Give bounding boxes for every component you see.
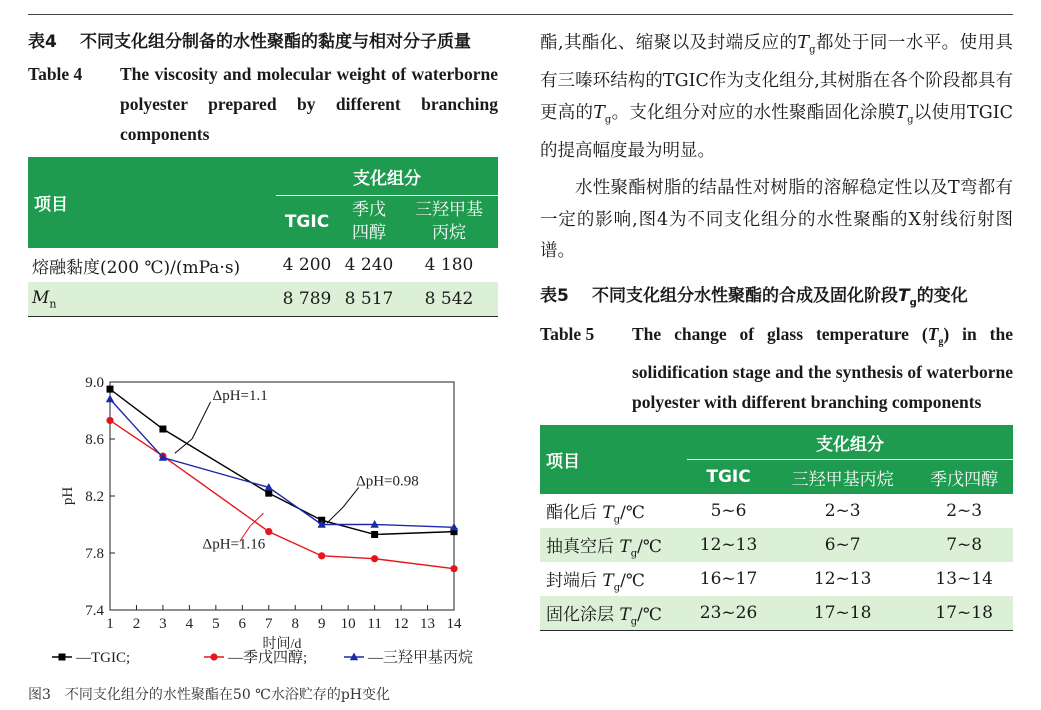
table4-row1-label: 熔融黏度(200 ℃)/(mPa·s) [32,257,241,278]
table5-caption-en [540,319,1013,418]
data-point [107,386,114,393]
y-axis-label: pH [60,486,76,506]
table5-cell: 23~26 [687,596,770,631]
x-tick-label: 14 [446,616,462,632]
x-tick-label: 13 [420,616,436,632]
series-2 [106,417,457,572]
series-line [110,420,454,568]
table5-cell: 17~18 [770,596,915,631]
row-label-text: 抽真空后 [546,536,614,557]
table5-row-label: 固化涂层 $T_g/℃$ [540,596,687,631]
legend-label: —TGIC; [76,650,131,666]
data-point [371,555,378,562]
table-row [540,562,1013,596]
row-label-text: 封端后 [546,570,597,591]
table4-label-cn: 表4 [28,32,57,52]
x-axis-label: 时间/d [262,637,302,652]
data-point [159,426,166,433]
figure3-caption: 图3 不同支化组分的水性聚酯在50 ℃水浴贮存的pH变化 [28,687,391,703]
table5-row-label: 酯化后 $T_g/℃$ [546,502,645,526]
y-tick-label: 8.6 [85,432,104,448]
table5-cell: 2~3 [824,501,861,522]
table5-header-item: 项目 [540,425,687,494]
legend-item-3 [344,648,473,666]
table-row [28,248,498,282]
annotation-leader [192,402,211,439]
legend-item-1 [52,650,130,666]
table4-label-en: Table 4 [28,64,83,84]
paragraph-1: 酯,其酯化、缩聚以及封端反应的$T_g$都处于同一水平。使用具有三嗪环结构的TGIC作为支化组分,其树脂在各个阶段都具有更高的$T_g$。支化组分对应的水性聚酯固化涂膜$T_g$以使用TGIC的提高幅度最为明显。 [540,33,1014,161]
table4-header-col2: 季戊 四醇 [338,196,400,249]
table5-title-en: The change of glass temperature $(T_g)$ in the solidification stage and the synthesis of waterborne polyester with different branching components [632,323,1014,413]
table-row [540,494,1013,528]
row-label-text: 酯化后 [546,502,597,523]
chart-annotations [175,388,419,553]
legend-marker [210,653,217,660]
table4-title-cn: 不同支化组分制备的水性聚酯的黏度与相对分子质量 [80,32,471,52]
right-column [540,28,1013,631]
table5-header-col1: TGIC [687,460,770,495]
table-row [28,282,498,317]
table4 [28,157,498,317]
table5-cell: 7~8 [915,528,1013,562]
legend-label: —三羟甲基丙烷 [368,650,474,666]
data-point [265,528,272,535]
mn-symbol: M [32,287,50,308]
table4-row1-v2: 4 240 [344,255,394,275]
table5-title-cn: 不同支化组分水性聚酯的合成及固化阶段$T_g$的变化 [592,285,968,308]
table5-row-label: 抽真空后 $T_g/℃$ [540,528,687,562]
top-rule [28,14,1013,15]
series-line [110,389,454,534]
table5-cell: 17~18 [915,596,1013,631]
table5-header-group: 支化组分 [687,425,1013,460]
table5-cell: 2~3 [946,501,983,522]
data-point [371,531,378,538]
x-tick-label: 7 [265,616,273,632]
data-point [450,565,457,572]
data-point [265,490,272,497]
annotation-label: ΔpH=1.16 [202,536,266,553]
paragraph-2: 水性聚酯树脂的结晶性对树脂的溶解稳定性以及T弯都有一定的影响,图4为不同支化组分的水性聚酯的X射线衍射图谱。 [540,178,1013,261]
table4-header-item: 项目 [28,157,276,248]
table5-caption-cn [540,282,1013,317]
x-tick-label: 11 [367,616,382,632]
series-3 [106,395,458,531]
table5-cell: 16~17 [699,569,758,590]
table5-cell: 12~13 [687,528,770,562]
series-1 [107,386,458,538]
legend-item-2 [204,649,307,666]
y-tick-label: 7.8 [85,546,104,562]
table4-row1-v3: 4 180 [424,255,474,275]
table5-header-col3: 季戊四醇 [915,460,1013,495]
table4-title-en: The viscosity and molecular weight of waterborne polyester prepared by different branching components [120,64,498,144]
x-tick-label: 8 [291,616,299,632]
x-tick-label: 2 [132,616,141,632]
legend-marker [59,654,66,661]
y-tick-label: 9.0 [85,375,104,391]
x-tick-label: 12 [393,616,409,632]
annotation-leader [327,507,343,523]
x-tick-label: 9 [317,616,326,632]
table4-row2-v1: 8 789 [276,282,338,317]
table4-header-col3: 三羟甲基 丙烷 [400,196,498,249]
table4-row2-v2: 8 517 [338,282,400,317]
table4-caption-cn [28,28,498,57]
body-text [540,28,1013,268]
table-row [540,528,1013,562]
table5-label-en: Table 5 [540,323,595,344]
annotation-label: ΔpH=0.98 [356,473,419,490]
x-tick-label: 3 [159,616,167,632]
row-label-text: 固化涂层 [546,604,614,625]
annotation-leader [343,487,359,507]
table5-cell: 5~6 [710,501,747,522]
table5-cell: 6~7 [770,528,915,562]
data-point [106,417,113,424]
table-row [540,596,1013,631]
table4-row2-label [28,282,276,317]
ph-line-chart [28,370,508,680]
x-tick-label: 4 [185,616,194,632]
table4-header-col1: TGIC [276,196,338,249]
table5-header-col2: 三羟甲基丙烷 [770,460,915,495]
table5-label-cn: 表5 [540,285,569,306]
y-tick-label: 7.4 [85,603,104,619]
table4-row1-v1: 4 200 [282,255,332,275]
annotation-label: ΔpH=1.1 [212,387,268,404]
table5 [540,425,1013,631]
y-tick-label: 8.2 [85,489,104,505]
table4-header-group: 支化组分 [276,157,498,196]
table4-row2-v3: 8 542 [400,282,498,317]
x-tick-label: 10 [340,616,356,632]
x-tick-label: 1 [106,616,114,632]
mn-subscript: n [49,297,57,311]
data-point [106,395,114,403]
chart-legend [52,648,473,666]
left-column [28,28,498,317]
chart-axes [60,375,462,652]
table4-caption-en [28,59,498,149]
data-point [318,552,325,559]
x-tick-label: 5 [212,616,220,632]
table5-cell: 13~14 [935,569,993,590]
legend-label: —季戊四醇; [228,650,308,666]
table5-cell: 12~13 [813,569,872,590]
table5-row-label: 封端后 $T_g/℃$ [546,570,645,594]
series-line [110,399,454,527]
x-tick-label: 6 [238,616,247,632]
